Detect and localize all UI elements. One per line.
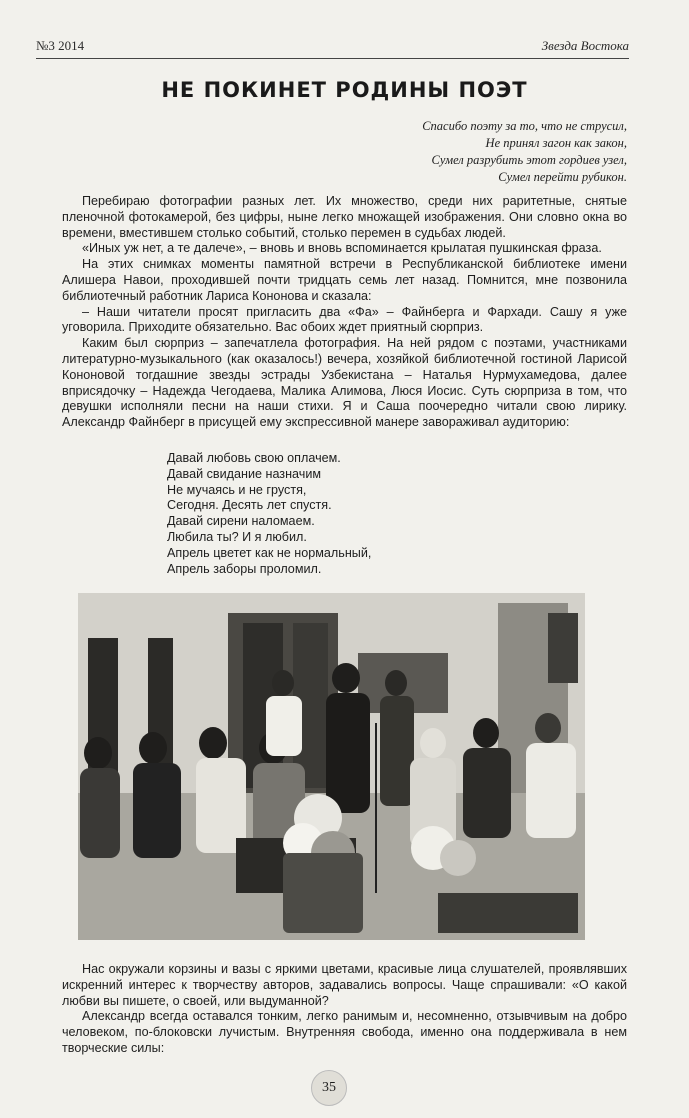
epigraph xyxy=(247,118,627,186)
running-header xyxy=(36,38,629,58)
epigraph-line: Не принял загон как закон, xyxy=(485,136,627,150)
poem xyxy=(167,451,371,577)
paragraph: – Наши читатели просят пригласить два «Фа» – Файнберга и Фархади. Сашу я уже уговорила. Приходите обязательно. Вас обоих ждет приятный сюрприз. xyxy=(62,304,627,335)
article-body-top xyxy=(62,194,627,431)
paragraph: «Иных уж нет, а те далече», – вновь и вновь вспоминается крылатая пушкинская фраза. xyxy=(82,241,602,256)
poem-line: Давай свидание назначим xyxy=(167,466,322,481)
issue-number: №3 2014 xyxy=(36,38,85,53)
article-body-bottom xyxy=(62,962,627,1057)
photo-illustration xyxy=(78,593,585,940)
epigraph-line: Сумел перейти рубикон. xyxy=(498,170,627,184)
epigraph-line: Спасибо поэту за то, что не струсил, xyxy=(422,119,627,133)
paragraph: Александр всегда оставался тонким, легко ранимым и, несомненно, отзывчивым на добро человеком, по-блоковски лучистым. Внутренняя свобода, именно она поддерживала в нем творческие силы: xyxy=(62,1009,627,1055)
poem-line: Любила ты? И я любил. xyxy=(167,529,307,544)
page-number: 35 xyxy=(311,1070,347,1106)
epigraph-line: Сумел разрубить этот гордиев узел, xyxy=(431,153,627,167)
poem-line: Апрель цветет как не нормальный, xyxy=(167,545,372,560)
header-rule xyxy=(36,58,629,59)
poem-line: Не мучаясь и не грустя, xyxy=(167,482,307,497)
poem-line: Апрель заборы проломил. xyxy=(167,561,322,576)
poem-line: Давай сирени наломаем. xyxy=(167,514,315,529)
paragraph: Нас окружали корзины и вазы с яркими цветами, красивые лица слушателей, проявлявших искренний интерес к творчеству авторов, задавались вопросы. Чаще спрашивали: «О какой любви вы пишете, о своей, или выдуманной? xyxy=(62,962,627,1008)
paragraph: Перебираю фотографии разных лет. Их множество, среди них раритетные, снятые пленочной фотокамерой, без цифры, ныне легко множащей изображения. Они словно окна во времени, вместившем столько событий, столько перемен в судьбах людей. xyxy=(62,194,627,240)
journal-name: Звезда Востока xyxy=(541,38,629,53)
paragraph: На этих снимках моменты памятной встречи в Республиканской библиотеке имени Алишера Навои, проходившей почти тридцать семь лет назад. Помнится, мне позвонила библиотечный работник Лариса Кононова и сказала: xyxy=(62,257,627,303)
paragraph: Каким был сюрприз – запечатлела фотография. На ней рядом с поэтами, участниками литературно-музыкального (как оказалось!) вечера, хозяйкой библиотечной гостиной Ларисой Кононовой тогдашние звезды эстрады Узбекистана – Наталья Нурмухамедова, далее вприсядочку – Надежда Чегодаева, Малика Алимова, Люся Иосис. Суть сюрприза в том, что девушки исполняли песни на наши стихи. Я и Саша поочередно читали свою лирику. Александр Файнберг в присущей ему экспрессивной манере завораживал аудиторию: xyxy=(62,336,627,430)
article-title: НЕ ПОКИНЕТ РОДИНЫ ПОЭТ xyxy=(161,78,528,102)
poem-line: Сегодня. Десять лет спустя. xyxy=(167,498,332,513)
event-photograph xyxy=(78,593,585,940)
poem-line: Давай любовь свою оплачем. xyxy=(167,451,341,465)
